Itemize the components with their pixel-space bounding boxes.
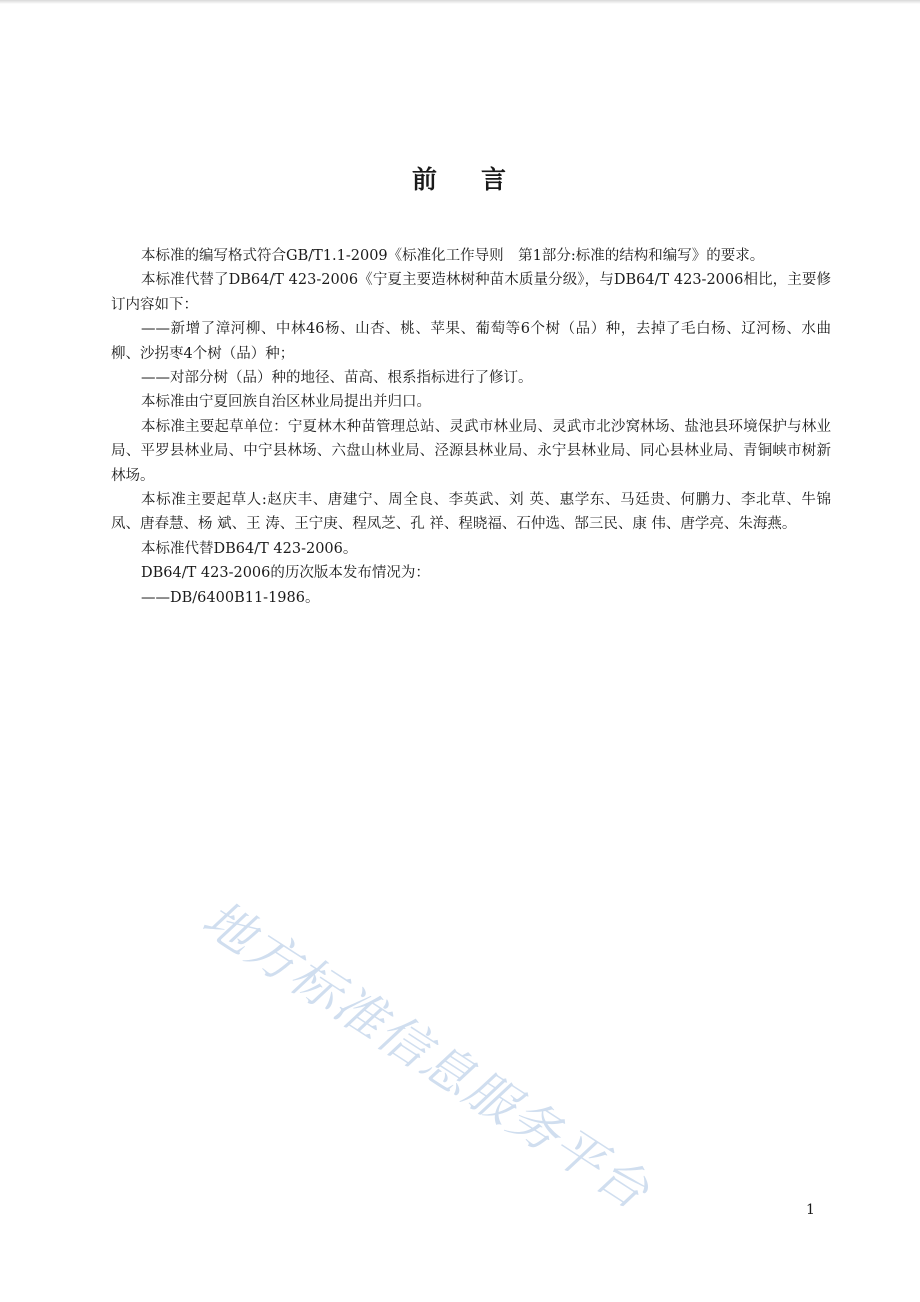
paragraph-history-item: ——DB/6400B11-1986。	[141, 589, 320, 606]
paragraph-proposer: 本标准由宁夏回族自治区林业局提出并归口。	[141, 394, 431, 411]
paragraph-format: 本标准的编写格式符合GB/T1.1-2009《标准化工作导则 第1部分:标准的结构和编写》的要求。	[141, 248, 765, 264]
title-char-1: 前	[411, 165, 439, 194]
title-char-2: 言	[481, 165, 509, 194]
document-body	[111, 244, 831, 610]
scan-top-edge	[0, 0, 920, 4]
paragraph-change-1: ——新增了漳河柳、中林46杨、山杏、桃、苹果、葡萄等6个树（品）种，去掉了毛白杨、辽河杨、水曲柳、沙拐枣4个树（品）种；	[111, 321, 831, 362]
watermark-text: 地方标准信息服务平台	[192, 889, 661, 1222]
paragraph-drafting-units: 本标准主要起草单位：宁夏林木种苗管理总站、灵武市林业局、灵武市北沙窝林场、盐池县环境保护与林业局、平罗县林业局、中宁县林场、六盘山林业局、泾源县林业局、永宁县林业局、同心县林业局、青铜峡市树新林场。	[111, 418, 831, 484]
paragraph-change-2: ——对部分树（品）种的地径、苗高、根系指标进行了修订。	[141, 370, 533, 387]
page-title	[0, 162, 920, 198]
paragraph-replaces: 本标准代替了DB64/T 423-2006《宁夏主要造林树种苗木质量分级》，与DB64/T 423-2006相比，主要修订内容如下：	[111, 272, 831, 313]
page-number: 1	[806, 1202, 815, 1218]
paragraph-drafters: 本标准主要起草人:赵庆丰、唐建宁、周全良、李英武、刘 英、惠学东、马廷贵、何鹏力、李北草、牛锦凤、唐春慧、杨 斌、王 涛、王宁庚、程凤芝、孔 祥、程晓福、石仲选、郜三民、康 伟、唐学亮、朱海燕。	[111, 492, 831, 533]
paragraph-replacement: 本标准代替DB64/T 423-2006。	[141, 540, 358, 557]
paragraph-history: DB64/T 423-2006的历次版本发布情况为：	[141, 565, 430, 582]
